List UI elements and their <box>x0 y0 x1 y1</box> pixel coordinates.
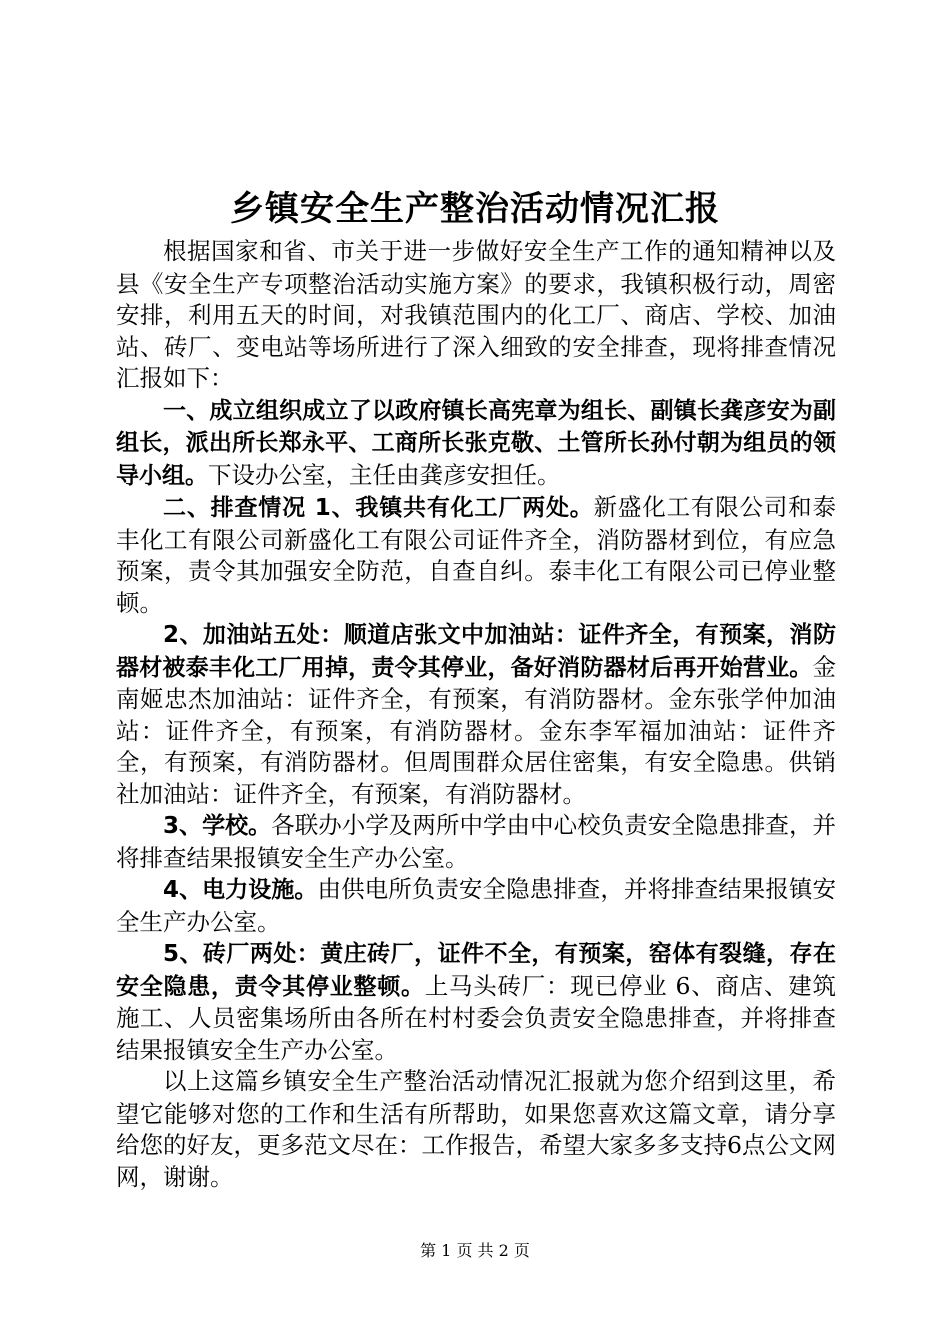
paragraph-intro <box>116 236 836 395</box>
paragraph-text: 新盛化工有限公司和泰丰化工有限公司新盛化工有限公司证件齐全，消防器材到位，有应急预案，责令其加强安全防范，自查自纠。泰丰化工有限公司已停业整顿。 <box>116 493 836 617</box>
paragraph-chemical-plants <box>116 492 836 619</box>
paragraph-organization <box>116 395 836 493</box>
paragraph-text: 下设办公室，主任由龚彦安担任。 <box>208 460 561 489</box>
paragraph-schools <box>116 810 836 874</box>
paragraph-bold-text: 5、砖厂两处：黄庄砖厂，证件不全，有预案，窑体有裂缝，存在安全隐患，责令其停业整顿。 <box>116 941 836 1000</box>
paragraph-text: 根据国家和省、市关于进一步做好安全生产工作的通知精神以及县《安全生产专项整治活动实施方案》的要求，我镇积极行动，周密安排，利用五天的时间，对我镇范围内的化工厂、商店、学校、加油站、砖厂、变电站等场所进行了深入细致的安全排查，现将排查情况汇报如下： <box>116 237 836 392</box>
paragraph-brick-factories <box>116 938 836 1066</box>
page-number-footer: 第 1 页 共 2 页 <box>420 1241 530 1260</box>
document-title: 乡镇安全生产整治活动情况汇报 <box>230 189 720 229</box>
paragraph-gas-stations <box>116 619 836 810</box>
paragraph-closing <box>116 1066 836 1193</box>
paragraph-bold-text: 一、成立组织成立了以政府镇长高宪章为组长、副镇长龚彦安为副组长，派出所长郑永平、工商所长张克敬、土管所长孙付朝为组员的领导小组。 <box>116 397 836 489</box>
paragraph-text: 金南姬忠杰加油站：证件齐全，有预案，有消防器材。金东张学仲加油站：证件齐全，有预案，有消防器材。金东李军福加油站：证件齐全，有预案，有消防器材。但周围群众居住密集，有安全隐患。供销社加油站：证件齐全，有预案，有消防器材。 <box>116 652 836 808</box>
paragraph-power-facilities <box>116 874 836 938</box>
paragraph-bold-text: 4、电力设施。 <box>163 877 318 903</box>
paragraph-text: 各联办小学及两所中学由中心校负责安全隐患排查，并将排查结果报镇安全生产办公室。 <box>116 811 836 872</box>
paragraph-text: 上马头砖厂：现已停业 6、商店、建筑施工、人员密集场所由各所在村村委会负责安全隐患排查，并将排查结果报镇安全生产办公室。 <box>116 971 837 1064</box>
paragraph-bold-text: 2、加油站五处：顺道店张文中加油站：证件齐全，有预案，消防器材被泰丰化工厂用掉，责令其停业，备好消防器材后再开始营业。 <box>116 622 836 681</box>
document-body <box>116 236 836 1193</box>
paragraph-text: 以上这篇乡镇安全生产整治活动情况汇报就为您介绍到这里，希望它能够对您的工作和生活有所帮助，如果您喜欢这篇文章，请分享给您的好友，更多范文尽在：工作报告，希望大家多多支持6点公文网网，谢谢。 <box>116 1067 836 1191</box>
paragraph-text: 由供电所负责安全隐患排查，并将排查结果报镇安全生产办公室。 <box>116 875 836 936</box>
paragraph-bold-text: 二、排查情况 1、我镇共有化工厂两处。 <box>163 495 594 521</box>
paragraph-bold-text: 3、学校。 <box>163 813 272 839</box>
